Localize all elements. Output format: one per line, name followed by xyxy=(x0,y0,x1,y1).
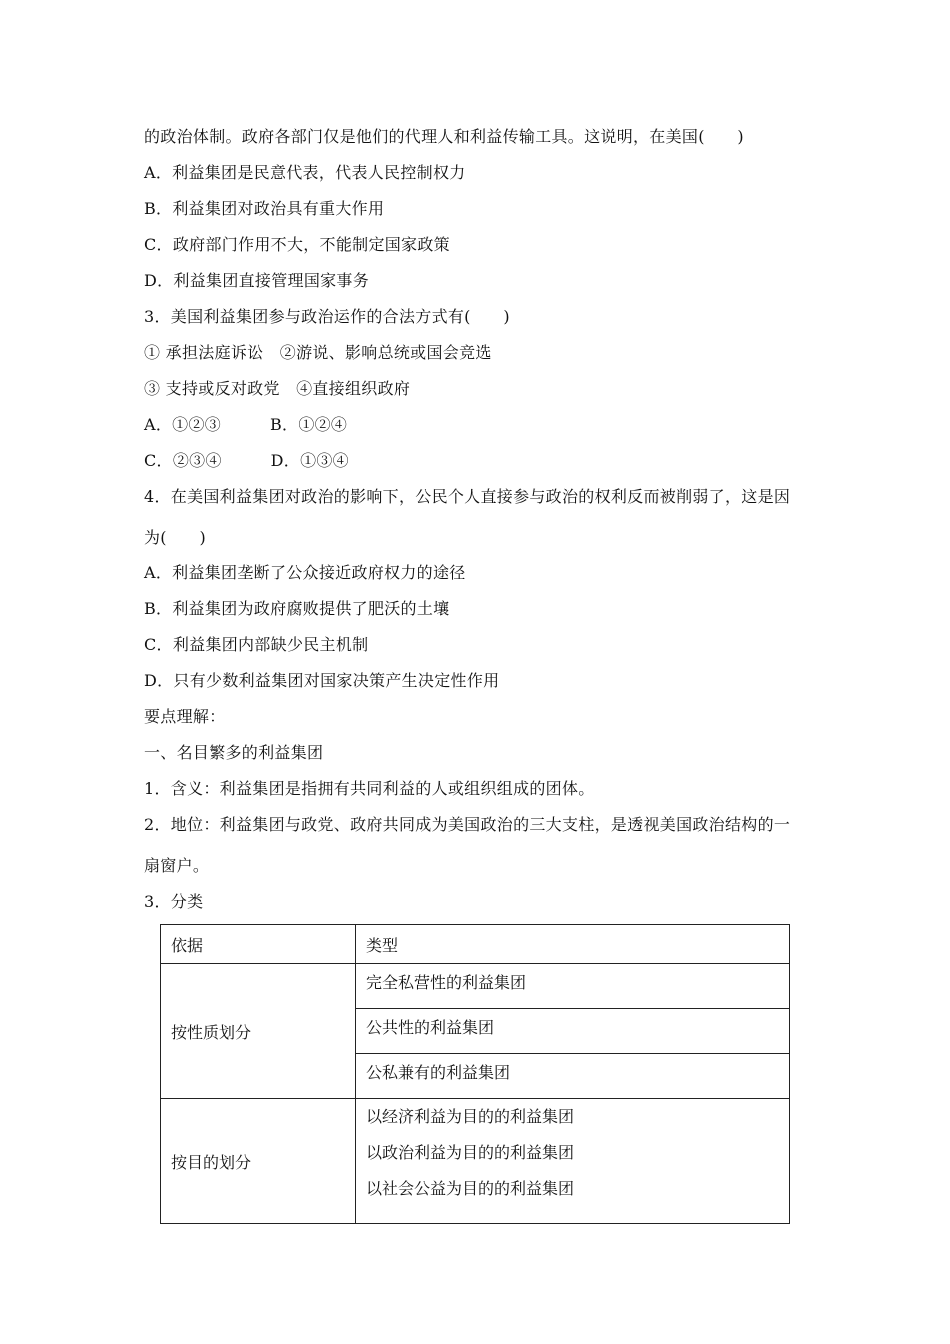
basis-nature: 按性质划分 xyxy=(161,964,356,1099)
q2-option-c: C．政府部门作用不大，不能制定国家政策 xyxy=(144,235,450,254)
q3-statements-1: ① 承担法庭诉讼 ②游说、影响总统或国会竞选 xyxy=(144,343,492,362)
q3-options-cd: C．②③④ D．①③④ xyxy=(144,451,349,470)
point-classification: 3．分类 xyxy=(144,892,204,911)
q2-option-d: D．利益集团直接管理国家事务 xyxy=(144,271,370,290)
type-cell: 公共性的利益集团 xyxy=(356,1009,790,1054)
question-4-stem-cont: 为( ) xyxy=(144,528,206,547)
q4-option-b: B．利益集团为政府腐败提供了肥沃的土壤 xyxy=(144,599,450,618)
point-status-cont: 扇窗户。 xyxy=(144,856,210,875)
q2-option-a: A．利益集团是民意代表，代表人民控制权力 xyxy=(144,163,466,182)
q3-statements-2: ③ 支持或反对政党 ④直接组织政府 xyxy=(144,379,411,398)
basis-purpose: 按目的划分 xyxy=(161,1099,356,1224)
header-type: 类型 xyxy=(356,925,790,964)
question-3-stem: 3．美国利益集团参与政治运作的合法方式有( ) xyxy=(144,307,510,326)
classification-table xyxy=(160,924,790,1224)
type-cell-multi xyxy=(356,1099,790,1224)
point-definition: 1．含义：利益集团是指拥有共同利益的人或组织组成的团体。 xyxy=(144,779,595,798)
type-item: 以政治利益为目的的利益集团 xyxy=(366,1143,575,1162)
section-heading-1: 一、名目繁多的利益集团 xyxy=(144,743,324,762)
q4-option-c: C．利益集团内部缺少民主机制 xyxy=(144,635,369,654)
type-item: 以经济利益为目的的利益集团 xyxy=(366,1107,575,1126)
q3-options-ab: A．①②③ B．①②④ xyxy=(144,415,348,434)
table-row xyxy=(161,964,790,1009)
q4-option-a: A．利益集团垄断了公众接近政府权力的途径 xyxy=(144,563,466,582)
type-cell: 完全私营性的利益集团 xyxy=(356,964,790,1009)
type-item: 以社会公益为目的的利益集团 xyxy=(366,1179,575,1198)
section-heading-key-points: 要点理解： xyxy=(144,707,226,726)
question-4-stem: 4．在美国利益集团对政治的影响下，公民个人直接参与政治的权利反而被削弱了，这是因 xyxy=(144,487,791,506)
q4-option-d: D．只有少数利益集团对国家决策产生决定性作用 xyxy=(144,671,500,690)
header-basis: 依据 xyxy=(161,925,356,964)
point-status: 2．地位：利益集团与政党、政府共同成为美国政治的三大支柱，是透视美国政治结构的一 xyxy=(144,815,791,834)
table-header-row xyxy=(161,925,790,964)
question-2-stem-end: 的政治体制。政府各部门仅是他们的代理人和利益传输工具。这说明，在美国( ) xyxy=(144,127,744,146)
q2-option-b: B．利益集团对政治具有重大作用 xyxy=(144,199,385,218)
type-cell: 公私兼有的利益集团 xyxy=(356,1054,790,1099)
table-row xyxy=(161,1099,790,1224)
